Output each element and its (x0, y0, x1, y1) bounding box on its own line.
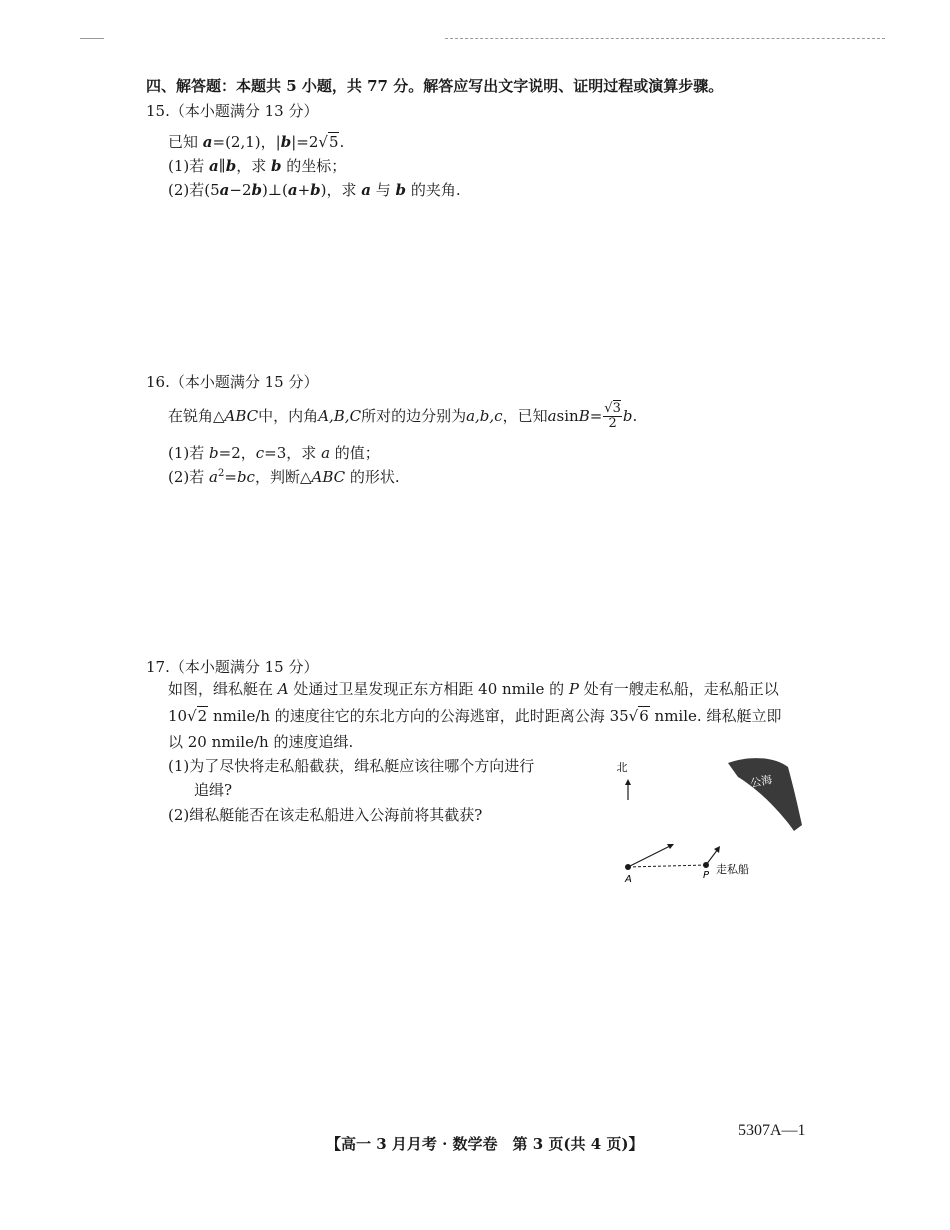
q17-title: 17.（本小题满分 15 分） (146, 658, 319, 676)
top-rule-left (80, 38, 104, 39)
arrow-from-P-head (714, 846, 720, 853)
q17-figure (600, 745, 820, 890)
q16-title: 16.（本小题满分 15 分） (146, 373, 319, 391)
q17-part1-line1: (1)为了尽快将走私船截获，缉私艇应该往哪个方向进行 (168, 757, 535, 775)
q17-part1-line2: 追缉? (194, 781, 233, 799)
north-arrow-head (625, 779, 631, 785)
q15-part1: (1)若 a∥b，求 b 的坐标； (168, 157, 347, 175)
q16-statement: 在锐角△ ABC 中，内角 A,B,C 所对的边分别为 a,b,c ，已知 a sin B = $\frac{√3}{2}$ b . (168, 401, 638, 431)
sqrt-symbol: √6 (628, 707, 649, 725)
fraction-sqrt3-over-2: $\frac{√3}{2}$ (604, 401, 621, 431)
q16-part2: (2)若 $a^2=bc$，判断△ABC 的形状. (168, 468, 400, 486)
high-seas-region (728, 758, 802, 831)
page-footer: 【高一 3 月月考 · 数学卷 第 3 页(共 4 页)】 (326, 1135, 644, 1153)
q17-part2: (2)缉私艇能否在该走私船进入公海前将其截获? (168, 806, 483, 824)
arrow-from-A (628, 845, 672, 867)
section-heading: 四、解答题：本题共 5 小题，共 77 分。解答应写出文字说明、证明过程或演算步骤。 (146, 77, 724, 95)
point-P-label: P (703, 870, 710, 881)
q15-title: 15.（本小题满分 13 分） (146, 102, 319, 120)
q15-given: 已知 a=(2,1)，|b|=2√5. (168, 133, 345, 151)
q17-line1: 如图，缉私艇在 A 处通过卫星发现正东方相距 40 nmile 的 P 处有一艘走私船，走私船正以 (168, 680, 779, 698)
smuggler-label: 走私船 (716, 863, 749, 876)
high-seas-label: 公海 (749, 772, 774, 791)
north-label: 北 (616, 761, 628, 774)
sqrt-symbol: √5 (318, 133, 339, 151)
q17-line2: 10√2 nmile/h 的速度往它的东北方向的公海逃窜，此时距离公海 35√6 nmile. 缉私艇立即 (168, 707, 782, 725)
point-A-label: A (625, 874, 632, 885)
paper-code: 5307A—1 (738, 1122, 806, 1139)
q15-part2: (2)若(5a−2b)⊥(a+b)，求 a 与 b 的夹角. (168, 181, 461, 199)
sqrt-symbol: √2 (187, 707, 208, 725)
dashed-AP (628, 865, 706, 867)
q16-part1: (1)若 b=2，c=3，求 a 的值； (168, 444, 380, 462)
q17-line3: 以 20 nmile/h 的速度追缉. (168, 733, 354, 751)
top-rule-right (445, 38, 885, 39)
